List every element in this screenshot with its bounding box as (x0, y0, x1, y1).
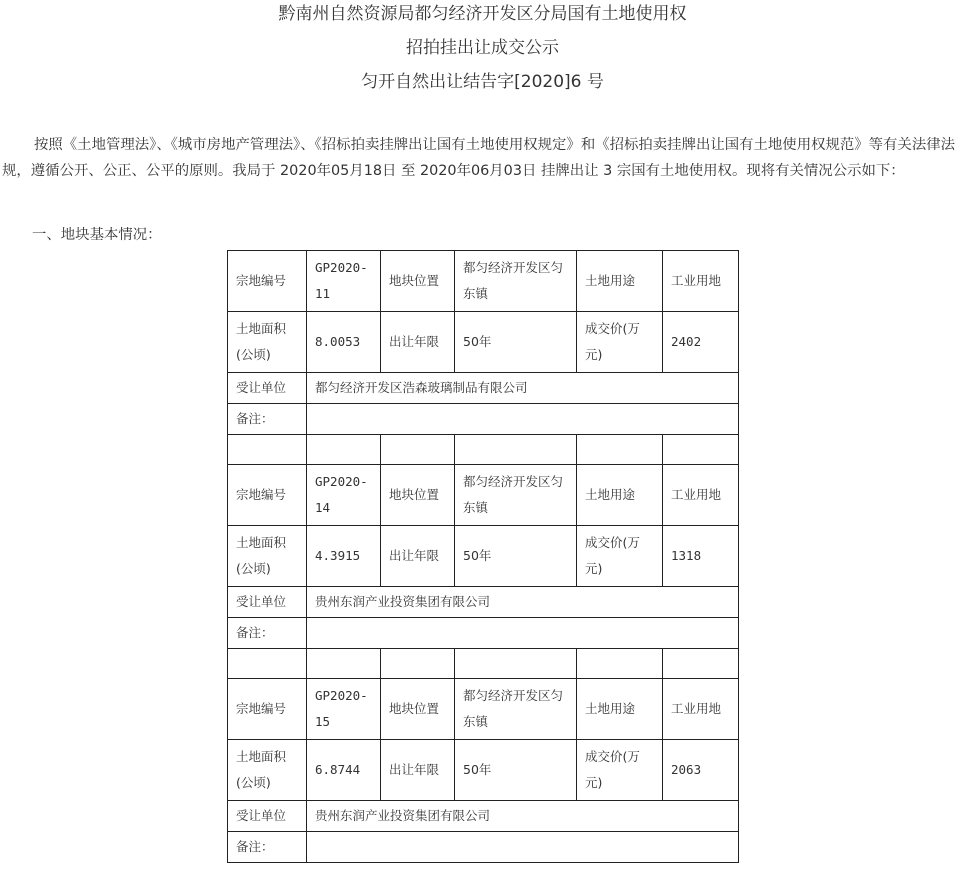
label-location: 地块位置 (381, 251, 455, 312)
table-row (228, 618, 739, 649)
document-title-line1: 黔南州自然资源局都匀经济开发区分局国有土地使用权 (278, 4, 687, 24)
intro-paragraph: 按照《土地管理法》、《城市房地产管理法》、《招标拍卖挂牌出让国有土地使用权规定》和《招标拍卖挂牌出让国有土地使用权规范》等有关法律法规，遵循公开、公正、公平的原则。我局于 2020年05月18日 至 2020年06月03日 挂牌出让 3 宗国有土地使用权。现将有关情况公示如下： (2, 137, 955, 179)
table-spacer-row (228, 435, 739, 465)
parcel-no: GP2020-15 (307, 679, 381, 740)
label-buyer: 受让单位 (228, 587, 307, 618)
table-row (228, 740, 739, 801)
label-remarks: 备注： (228, 618, 307, 649)
table-row (228, 679, 739, 740)
document-title-line2: 招拍挂出让成交公示 (406, 38, 559, 58)
document-title-line3: 匀开自然出让结告字[2020]6 号 (361, 72, 604, 92)
label-area: 土地面积 (公顷) (228, 740, 307, 801)
parcel-no: GP2020-14 (307, 465, 381, 526)
label-price: 成交价(万 元) (577, 740, 663, 801)
parcel-term: 50年 (455, 740, 577, 801)
parcel-buyer: 贵州东润产业投资集团有限公司 (307, 587, 739, 618)
label-land-use: 土地用途 (577, 251, 663, 312)
label-location: 地块位置 (381, 465, 455, 526)
parcel-buyer: 都匀经济开发区浩森玻璃制品有限公司 (307, 373, 739, 404)
label-remarks: 备注： (228, 832, 307, 863)
label-term: 出让年限 (381, 740, 455, 801)
section-heading: 一、地块基本情况： (32, 227, 162, 243)
parcel-location: 都匀经济开发区匀 东镇 (455, 251, 577, 312)
table-row (228, 404, 739, 435)
parcel-land-use: 工业用地 (663, 465, 739, 526)
parcel-term: 50年 (455, 526, 577, 587)
table-spacer-row (228, 649, 739, 679)
parcel-remarks (307, 618, 739, 649)
table-row (228, 251, 739, 312)
label-parcel-no: 宗地编号 (228, 465, 307, 526)
table-row (228, 312, 739, 373)
parcel-buyer: 贵州东润产业投资集团有限公司 (307, 801, 739, 832)
label-price: 成交价(万 元) (577, 312, 663, 373)
label-term: 出让年限 (381, 526, 455, 587)
parcel-price: 2063 (663, 740, 739, 801)
parcel-land-use: 工业用地 (663, 251, 739, 312)
parcel-price: 1318 (663, 526, 739, 587)
parcel-price: 2402 (663, 312, 739, 373)
label-buyer: 受让单位 (228, 373, 307, 404)
parcel-area: 4.3915 (307, 526, 381, 587)
label-land-use: 土地用途 (577, 465, 663, 526)
table-row (228, 832, 739, 863)
label-area: 土地面积 (公顷) (228, 312, 307, 373)
parcel-term: 50年 (455, 312, 577, 373)
label-term: 出让年限 (381, 312, 455, 373)
label-area: 土地面积 (公顷) (228, 526, 307, 587)
parcel-remarks (307, 832, 739, 863)
parcel-location: 都匀经济开发区匀 东镇 (455, 465, 577, 526)
label-location: 地块位置 (381, 679, 455, 740)
label-parcel-no: 宗地编号 (228, 251, 307, 312)
parcel-location: 都匀经济开发区匀 东镇 (455, 679, 577, 740)
label-land-use: 土地用途 (577, 679, 663, 740)
parcel-area: 8.0053 (307, 312, 381, 373)
parcels-table (227, 250, 739, 863)
parcel-land-use: 工业用地 (663, 679, 739, 740)
table-row (228, 465, 739, 526)
label-price: 成交价(万 元) (577, 526, 663, 587)
parcel-area: 6.8744 (307, 740, 381, 801)
label-buyer: 受让单位 (228, 801, 307, 832)
table-row (228, 801, 739, 832)
label-parcel-no: 宗地编号 (228, 679, 307, 740)
parcel-no: GP2020-11 (307, 251, 381, 312)
table-row (228, 373, 739, 404)
label-remarks: 备注： (228, 404, 307, 435)
table-row (228, 526, 739, 587)
parcel-remarks (307, 404, 739, 435)
table-row (228, 587, 739, 618)
